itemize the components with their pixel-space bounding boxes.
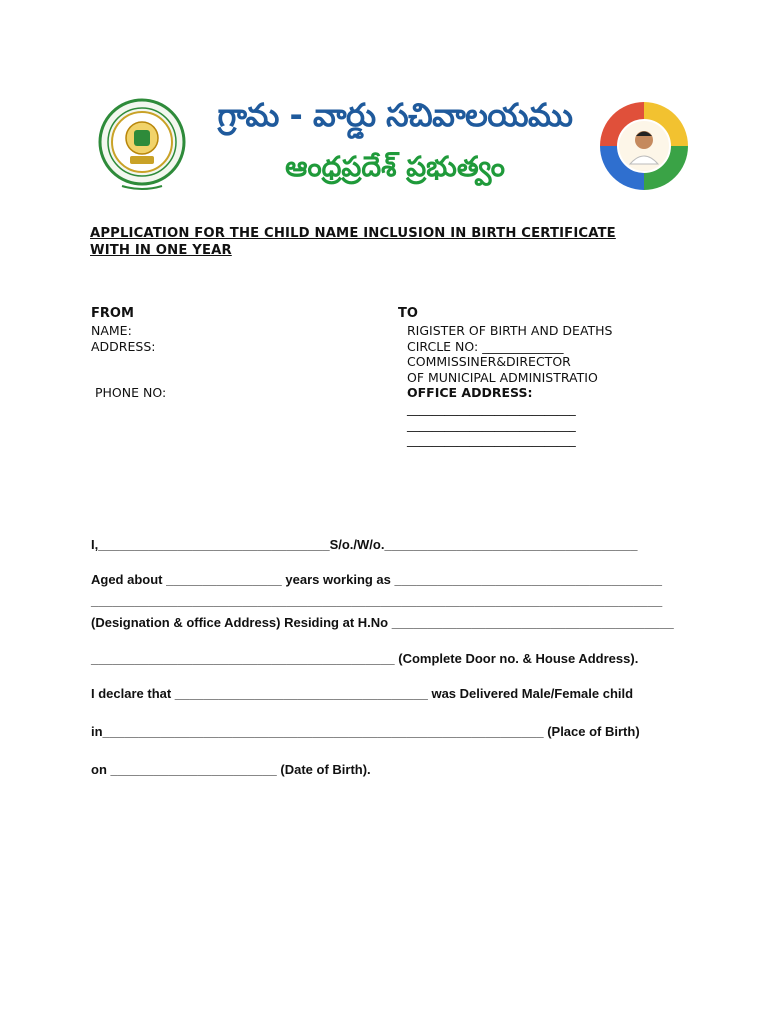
ap-state-seal-logo [96, 98, 188, 194]
document-title-line2: WITH IN ONE YEAR [90, 243, 232, 258]
declaration-line-name: I,________________________________S/o./W/o.___________________________________ [91, 537, 638, 552]
from-phone-field: PHONE NO: [95, 385, 167, 400]
declaration-line-blank: _______________________________________________________________________________ [91, 593, 663, 608]
declaration-line-date-of-birth: on _______________________ (Date of Birth). [91, 762, 371, 777]
declaration-line-house-address: __________________________________________ (Complete Door no. & House Address). [91, 651, 639, 666]
from-name-field: NAME: [91, 323, 132, 338]
header-telugu-title: గ్రామ - వార్డు సచివాలయము [217, 96, 573, 134]
scheme-portrait-logo [598, 100, 690, 192]
to-line-office-address: OFFICE ADDRESS: [407, 385, 533, 401]
to-line-municipal: OF MUNICIPAL ADMINISTRATIO [407, 369, 598, 385]
to-line-commissioner: COMMISSINER&DIRECTOR [407, 354, 571, 370]
header-telugu-subtitle: ఆంధ్రప్రదేశ్ ప్రభుత్వం [285, 150, 505, 183]
to-label: TO [398, 306, 418, 321]
from-label: FROM [91, 306, 134, 321]
document-title-line1: APPLICATION FOR THE CHILD NAME INCLUSION IN BIRTH CERTIFICATE [90, 226, 616, 241]
to-line-registrar: RIGISTER OF BIRTH AND DEATHS [407, 323, 613, 338]
declaration-line-child: I declare that ___________________________________ was Delivered Male/Female child [91, 686, 634, 701]
to-blank-line: ___________________________ [407, 400, 576, 416]
to-blank-line: ___________________________ [407, 432, 576, 448]
declaration-line-age: Aged about ________________ years working as _____________________________________ [91, 572, 663, 587]
declaration-line-designation: (Designation & office Address) Residing at H.No _______________________________________ [91, 615, 674, 630]
declaration-line-place-of-birth: in_____________________________________________________________ (Place of Birth) [91, 724, 640, 739]
to-line-circle-no: CIRCLE NO: _____________ [407, 338, 564, 354]
to-address-block [407, 323, 613, 448]
from-address-field: ADDRESS: [91, 339, 156, 354]
document-title [90, 225, 690, 259]
to-blank-line: ___________________________ [407, 416, 576, 432]
